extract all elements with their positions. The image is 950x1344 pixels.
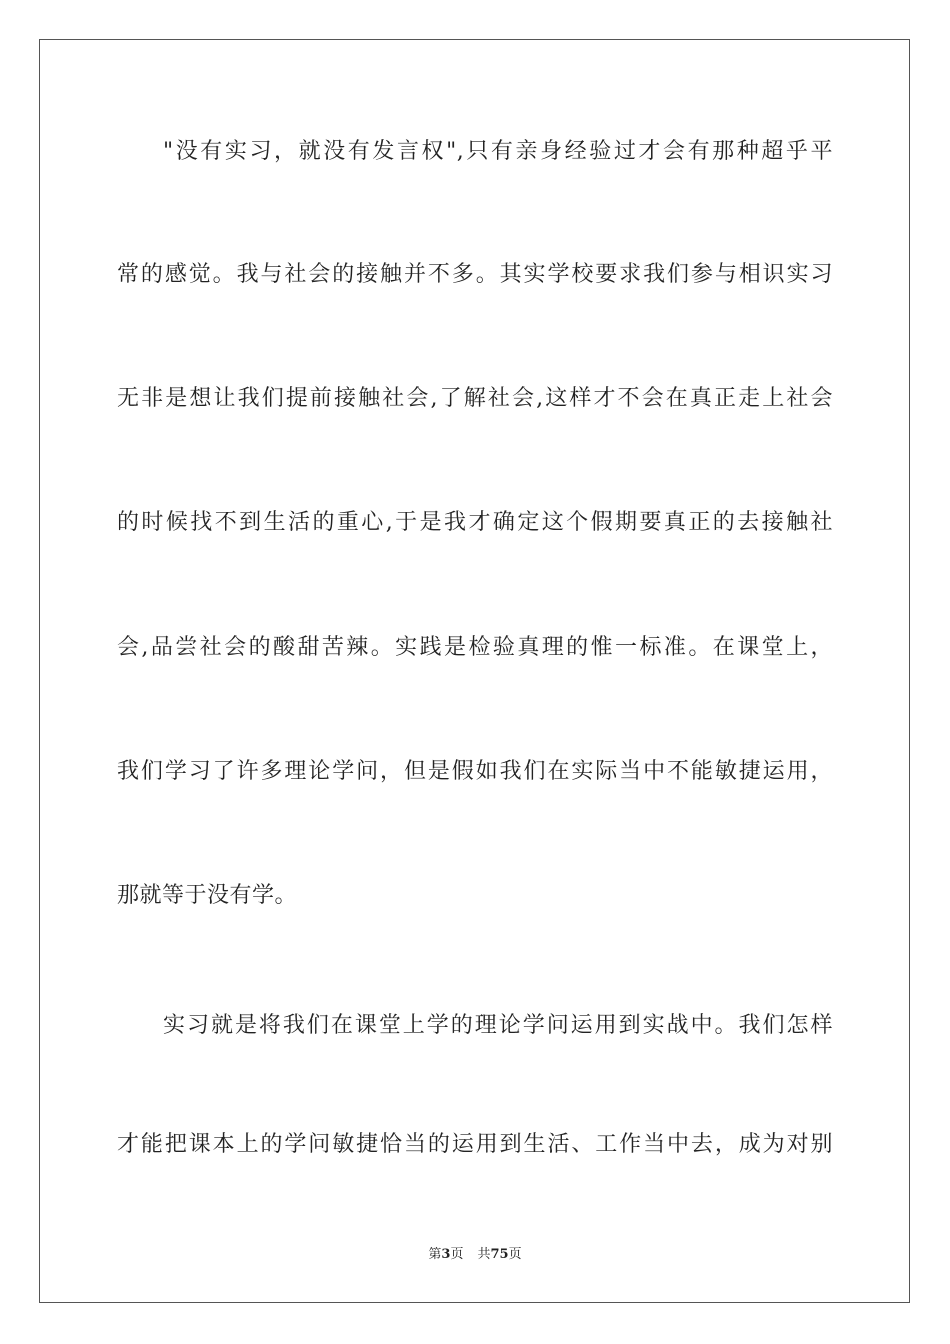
total-suffix: 页 [508, 1247, 522, 1262]
paragraph-1-line-6: 我们学习了许多理论学问，但是假如我们在实际当中不能敏捷运用， [117, 759, 833, 784]
paragraph-1-line-3: 无非是想让我们提前接触社会,了解社会,这样才不会在真正走上社会 [117, 386, 833, 411]
paragraph-1-line-2: 常的感觉。我与社会的接触并不多。其实学校要求我们参与相识实习 [117, 262, 833, 287]
page-border [39, 39, 910, 1303]
total-pages: 75 [490, 1247, 509, 1262]
page-prefix: 第 [428, 1247, 442, 1262]
page-suffix: 页 [450, 1247, 464, 1262]
total-prefix: 共 [477, 1247, 491, 1262]
paragraph-2-line-2: 才能把课本上的学问敏捷恰当的运用到生活、工作当中去，成为对别 [117, 1132, 833, 1157]
paragraph-1-line-7: 那就等于没有学。 [117, 883, 298, 908]
paragraph-1-line-5: 会,品尝社会的酸甜苦辣。实践是检验真理的惟一标准。在课堂上， [117, 635, 833, 660]
page-number: 3 [441, 1247, 451, 1262]
paragraph-1-line-4: 的时候找不到生活的重心,于是我才确定这个假期要真正的去接触社 [117, 510, 833, 535]
paragraph-2-line-1: 实习就是将我们在课堂上学的理论学问运用到实战中。我们怎样 [163, 1013, 833, 1038]
page-footer [0, 1246, 950, 1264]
paragraph-1-line-1: "没有实习，就没有发言权",只有亲身经验过才会有那种超乎平 [163, 139, 833, 164]
